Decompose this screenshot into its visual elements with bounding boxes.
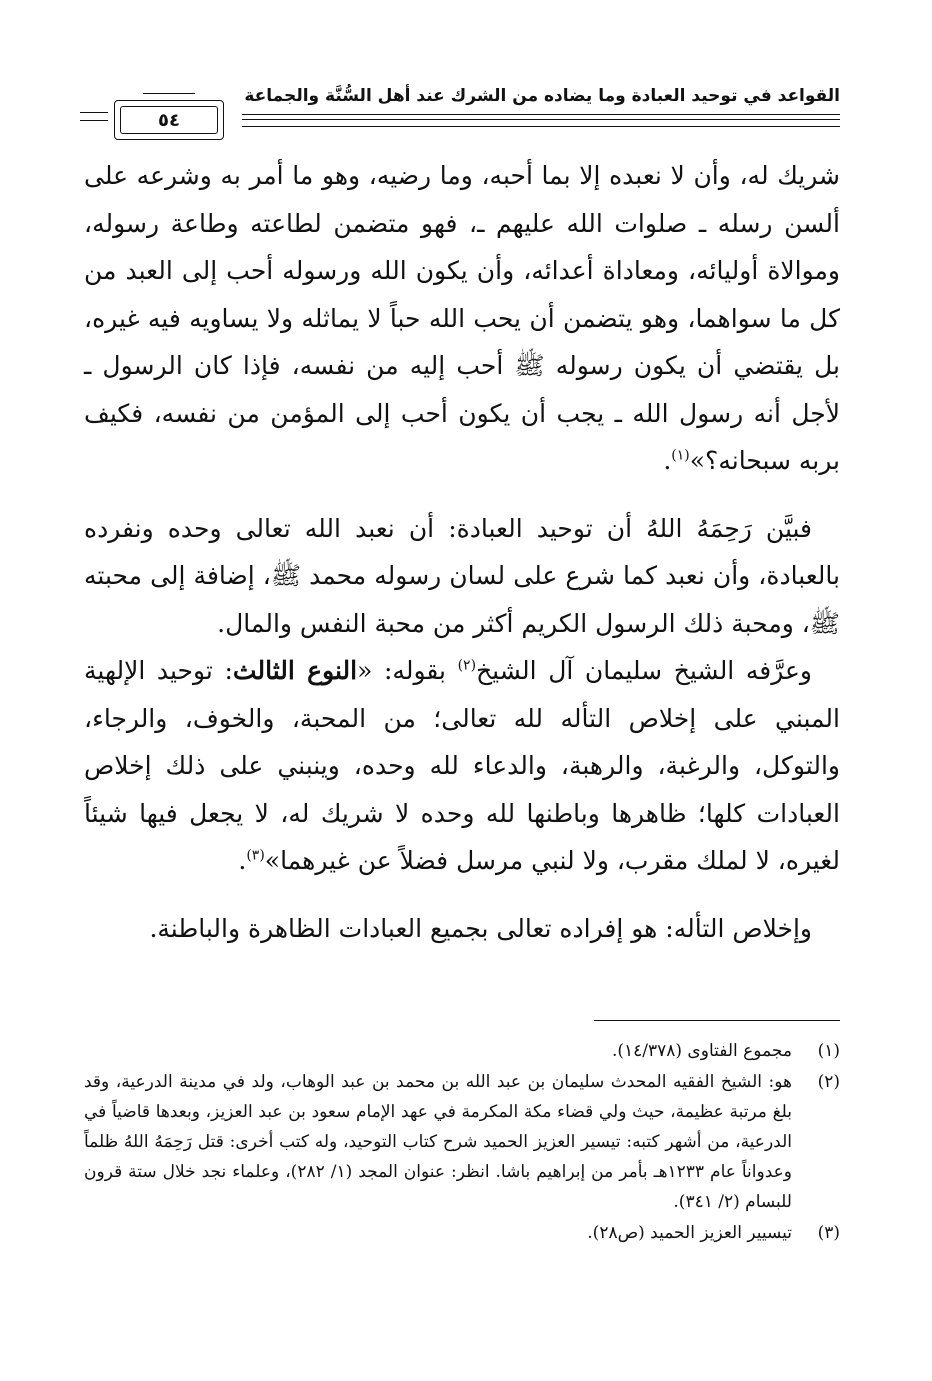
- paragraph-definition: وعرَّفه الشيخ سليمان آل الشيخ$^{(٢)}$ بقوله: «النوع الثالث: توحيد الإلهية المبني على إخلاص التأله لله تعالى؛ من المحبة، والخوف، والرجاء، والتوكل، والرغبة، والرهبة، والدعاء لله وحده، وينبني على ذلك إخلاص العبادات كلها؛ ظاهرها وباطنها لله وحده لا شريك له، لا يجعل فيها شيئاً لغيره، لا لملك مقرب، ولا لنبي مرسل فضلاً عن غيرهما»$^{(٣)}$.: [84, 656, 840, 875]
- paragraph-explanation: فبيَّن رَحِمَهُ اللهُ أن توحيد العبادة: أن نعبد الله تعالى وحده ونفرده بالعبادة، وأن نعبد كما شرع على لسان رسوله محمد ﷺ، إضافة إلى محبته ﷺ، ومحبة ذلك الرسول الكريم أكثر من محبة النفس والمال.: [84, 513, 840, 638]
- bold-term: النوع الثالث: [232, 656, 358, 685]
- running-header: [80, 84, 840, 154]
- footnote-item: [84, 1218, 840, 1248]
- footnote-separator: [594, 1020, 840, 1021]
- header-rule-left: [80, 120, 108, 121]
- header-rule: [242, 126, 840, 127]
- book-title: القواعد في توحيد العبادة وما يضاده من الشرك عند أهل السُّنَّة والجماعة: [244, 86, 840, 106]
- footnote-item: [84, 1067, 840, 1217]
- page-number-frame: [114, 100, 224, 140]
- footnote-text: تيسيير العزيز الحميد (ص٢٨).: [587, 1223, 792, 1243]
- footnote-text: هو: الشيخ الفقيه المحدث سليمان بن عبد الله بن محمد بن عبد الوهاب، ولد في مدينة الدرعية، وقد بلغ مرتبة عظيمة، حيث ولي قضاء مكة المكرمة في عهد الإمام سعود بن عبد العزيز، وبعدها قاضياً في الدرعية، من أشهر كتبه: تيسير العزيز الحميد شرح كتاب التوحيد، وله كتب أخرى: قتل رَحِمَهُ اللهُ ظلماً وعدواناً عام ١٢٣٣هـ بأمر من إبراهيم باشا. انظر: عنوان المجد (١/ ٢٨٢)، وعلماء نجد خلال ستة قرون للبسام (٢/ ٣٤١).: [84, 1072, 792, 1212]
- header-rule: [242, 114, 840, 115]
- page-number: ٥٤: [120, 106, 218, 134]
- footnotes: [84, 1036, 840, 1249]
- frame-ornament: [143, 93, 195, 101]
- footnote-item: [84, 1036, 840, 1066]
- footnote-number: (٢): [817, 1072, 840, 1092]
- header-rule-left: [80, 112, 108, 113]
- footnote-ref-1[interactable]: (١): [671, 447, 690, 464]
- header-rule: [242, 119, 840, 120]
- footnote-ref-2[interactable]: (٢): [457, 657, 477, 674]
- footnote-number: (٣): [817, 1223, 840, 1243]
- footnote-text: مجموع الفتاوى (١٤/٣٧٨).: [611, 1041, 792, 1061]
- paragraph-quote-continuation: شريك له، وأن لا نعبده إلا بما أحبه، وما رضيه، وهو ما أمر به وشرعه على ألسن رسله ـ صلوات الله عليهم ـ، فهو متضمن لطاعته وطاعة رسوله، وموالاة أوليائه، ومعاداة أعدائه، وأن يكون الله ورسوله أحب إلى العبد من كل ما سواهما، وهو يتضمن أن يحب الله حباً لا يماثله ولا يساويه فيه غيره، بل يقتضي أن يكون رسوله ﷺ أحب إليه من نفسه، فإذا كان الرسول ـ لأجل أنه رسول الله ـ يجب أن يكون أحب إلى المؤمن من نفسه، فكيف بربه سبحانه؟»$^{(١)}$.: [84, 161, 841, 475]
- main-text: [84, 152, 840, 952]
- footnote-number: (١): [817, 1041, 840, 1061]
- footnote-ref-3[interactable]: (٣): [246, 847, 265, 864]
- paragraph-conclusion: وإخلاص التأله: هو إفراده تعالى بجميع العبادات الظاهرة والباطنة.: [149, 913, 812, 943]
